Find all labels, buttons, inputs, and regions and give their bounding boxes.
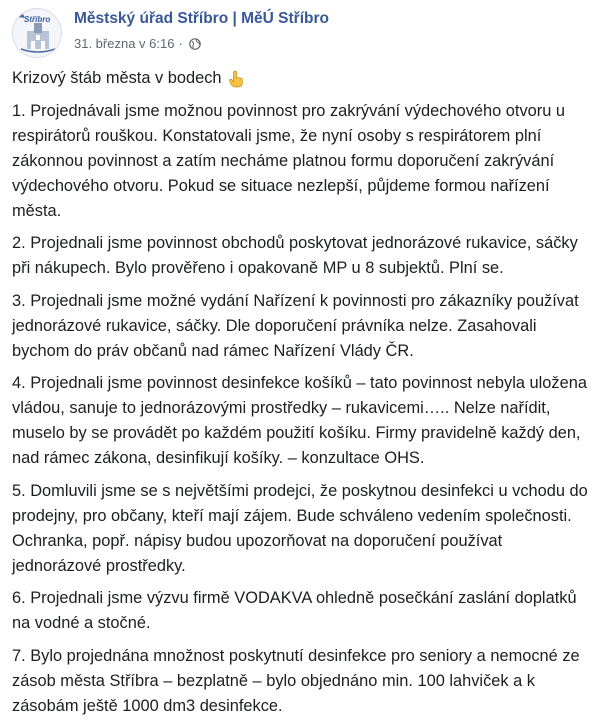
- post-paragraph: 1. Projednávali jsme možnou povinnost pro zakrývání výdechového otvoru u respirátorů rouškou. Konstatovali jsme, že nyní osoby s respirátorem plní zákonnou povinnost a zatím necháme platnou formu doporučení zakrývání výdechového otvoru. Pokud se situace nezlepší, půjdeme formou nařízení města.: [12, 101, 566, 220]
- post-body: [12, 66, 588, 726]
- page-name-link[interactable]: Městský úřad Stříbro | MěÚ Stříbro: [74, 10, 329, 27]
- avatar-logo-text: Stříbro: [24, 15, 51, 24]
- globe-icon[interactable]: [189, 38, 201, 50]
- meta-separator: ·: [178, 36, 183, 51]
- post-paragraph: 6. Projednali jsme výzvu firmě VODAKVA ohledně posečkání zaslání doplatků na vodné a stočné.: [12, 589, 577, 632]
- page-avatar[interactable]: [12, 8, 62, 58]
- post-meta: [74, 36, 201, 51]
- post-header: [12, 8, 588, 58]
- post-timestamp[interactable]: 31. března v 6:16: [74, 36, 175, 51]
- post-paragraph: 5. Domluvili jsme se s největšími prodejci, že poskytnou desinfekci u vchodu do prodejny, pro občany, kteří mají zájem. Bude schváleno vedením společnosti. Ochranka, popř. nápisy budou upozorňovat na doporučení používat jednorázové prostředky.: [12, 481, 588, 575]
- post-paragraph: 4. Projednali jsme povinnost desinfekce košíků – tato povinnost nebyla uložena vládou, sanuje to jednorázovými prostředky – rukavicemi….. Nelze nařídit, muselo by se provádět po každém použití košíku. Firmy pravidelně každý den, nad rámec zákona, desinfikují košíky. – konzultace OHS.: [12, 374, 587, 467]
- pointing-up-hand-emoji-icon: [228, 70, 244, 88]
- post-intro: [12, 66, 588, 91]
- post-paragraph: 7. Bylo projednána množnost poskytnutí desinfekce pro seniory a nemocné ze zásob města Stříbra – bezplatně – bylo objednáno min. 100 lahviček a k zásobám ještě 1000 dm3 desinfekce.: [12, 646, 580, 715]
- post-intro-text: Krizový štáb města v bodech: [12, 69, 222, 87]
- post-paragraph: 2. Projednali jsme povinnost obchodů poskytovat jednorázové rukavice, sáčky při nákupech. Bylo prověřeno i opakovaně MP u 8 subjektů. Plní se.: [12, 234, 578, 277]
- post-paragraph: 3. Projednali jsme možné vydání Nařízení k povinnosti pro zákazníky používat jednorázové rukavice, sáčky. Dle doporučení právníka nelze. Zasahovali bychom do práv občanů nad rámec Nařízení Vlády ČR.: [12, 291, 579, 360]
